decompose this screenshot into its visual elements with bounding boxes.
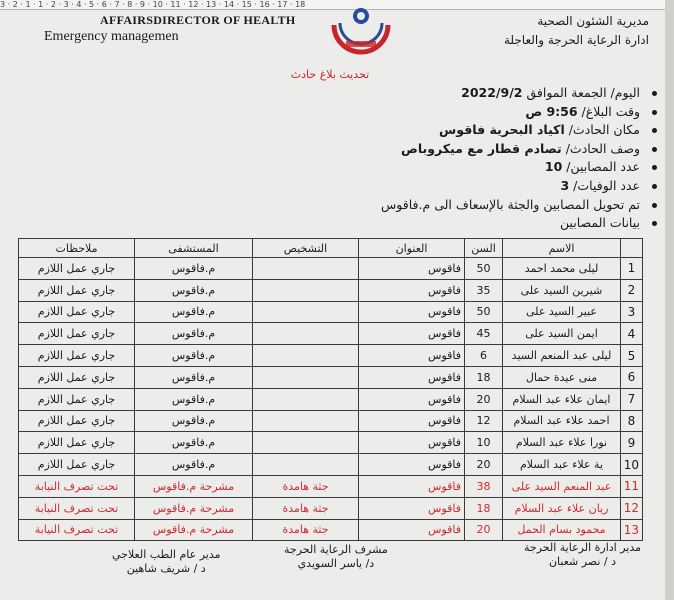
ministry-logo (326, 5, 396, 59)
cell-no: 11 (621, 475, 643, 497)
cell-address: فاقوس (359, 410, 465, 432)
cell-hospital: م.فاقوس (135, 432, 253, 454)
cell-no: 9 (621, 432, 643, 454)
cell-name: عبير السيد على (503, 301, 621, 323)
cell-notes: جاري عمل اللازم (19, 258, 135, 280)
table-row (19, 454, 643, 476)
cell-notes: جاري عمل اللازم (19, 410, 135, 432)
cell-hospital: م.فاقوس (135, 388, 253, 410)
cell-no: 13 (621, 519, 643, 541)
cell-age: 50 (465, 301, 503, 323)
table-row (19, 432, 643, 454)
cell-notes: جاري عمل اللازم (19, 366, 135, 388)
cell-hospital: مشرحة م.فاقوس (135, 497, 253, 519)
table-row (19, 388, 643, 410)
info-description: وصف الحادث/ تصادم قطار مع ميكروباص (179, 140, 659, 159)
info-date: اليوم/ الجمعة الموافق 2022/9/2 (179, 84, 659, 103)
info-injured-data: بيانات المصابين (179, 214, 659, 233)
cell-name: احمد علاء عبد السلام (503, 410, 621, 432)
cell-diagnosis (253, 323, 359, 345)
cell-name: منى عيدة حمال (503, 366, 621, 388)
page-edge (665, 0, 674, 600)
col-hospital-header: المستشفى (135, 239, 253, 258)
casualties-table (18, 238, 643, 541)
cell-no: 8 (621, 410, 643, 432)
cell-no: 12 (621, 497, 643, 519)
cell-name: عبد المنعم السيد على (503, 475, 621, 497)
col-address-header: العنوان (359, 239, 465, 258)
cell-hospital: م.فاقوس (135, 345, 253, 367)
cell-address: فاقوس (359, 279, 465, 301)
cell-notes: جاري عمل اللازم (19, 454, 135, 476)
cell-hospital: م.فاقوس (135, 454, 253, 476)
cell-hospital: م.فاقوس (135, 410, 253, 432)
cell-age: 18 (465, 366, 503, 388)
cell-hospital: م.فاقوس (135, 258, 253, 280)
cell-diagnosis: جثة هامدة (253, 519, 359, 541)
cell-diagnosis (253, 258, 359, 280)
cell-age: 20 (465, 519, 503, 541)
signature-critical-care-supervisor: مشرف الرعاية الحرجة د/ ياسر السويدي (284, 543, 388, 570)
info-injured-count: عدد المصابين/ 10 (179, 158, 659, 177)
header-en-line2: Emergency managemen (44, 29, 179, 44)
cell-address: فاقوس (359, 432, 465, 454)
cell-name: ليلى عبد المنعم السيد (503, 345, 621, 367)
cell-no: 3 (621, 301, 643, 323)
cell-name: ايمن السيد على (503, 323, 621, 345)
cell-name: ية علاء عبد السلام (503, 454, 621, 476)
cell-name: ريان علاء عبد السلام (503, 497, 621, 519)
table-row (19, 323, 643, 345)
cell-diagnosis (253, 388, 359, 410)
cell-name: نورا علاء عبد السلام (503, 432, 621, 454)
info-deaths-count: عدد الوفيات/ 3 (179, 177, 659, 196)
cell-notes: تحت تصرف النيابة (19, 475, 135, 497)
info-transfer: تم تحويل المصابين والجثة بالإسعاف الى م.فاقوس (179, 196, 659, 215)
cell-no: 5 (621, 345, 643, 367)
cell-notes: جاري عمل اللازم (19, 301, 135, 323)
cell-diagnosis (253, 454, 359, 476)
ruler: 3 · 2 · 1 · 1 · 2 · 3 · 4 · 5 · 6 · 7 · 8 · 9 · 10 · 11 · 12 · 13 · 14 · 15 · 16 · 17 · 18 (0, 0, 665, 10)
table-row (19, 410, 643, 432)
cell-address: فاقوس (359, 366, 465, 388)
cell-address: فاقوس (359, 519, 465, 541)
signature-medicine-director: مدير عام الطب العلاجي د / شريف شاهين (112, 548, 221, 575)
cell-notes: جاري عمل اللازم (19, 345, 135, 367)
cell-notes: تحت تصرف النيابة (19, 519, 135, 541)
cell-no: 10 (621, 454, 643, 476)
cell-notes: جاري عمل اللازم (19, 388, 135, 410)
cell-no: 6 (621, 366, 643, 388)
cell-name: ليلى محمد احمد (503, 258, 621, 280)
cell-age: 20 (465, 454, 503, 476)
cell-address: فاقوس (359, 454, 465, 476)
cell-diagnosis (253, 410, 359, 432)
col-no-header (621, 239, 643, 258)
cell-age: 18 (465, 497, 503, 519)
cell-hospital: م.فاقوس (135, 323, 253, 345)
cell-age: 35 (465, 279, 503, 301)
cell-no: 7 (621, 388, 643, 410)
cell-diagnosis (253, 432, 359, 454)
header-en-line1: AFFAIRSDIRECTOR OF HEALTH (100, 13, 296, 27)
cell-notes: جاري عمل اللازم (19, 323, 135, 345)
cell-diagnosis (253, 301, 359, 323)
table-row (19, 475, 643, 497)
table-header-row (19, 239, 643, 258)
cell-diagnosis: جثة هامدة (253, 475, 359, 497)
cell-age: 38 (465, 475, 503, 497)
cell-age: 12 (465, 410, 503, 432)
cell-hospital: م.فاقوس (135, 366, 253, 388)
cell-address: فاقوس (359, 388, 465, 410)
table-row (19, 519, 643, 541)
cell-hospital: م.فاقوس (135, 279, 253, 301)
cell-diagnosis (253, 279, 359, 301)
cell-age: 6 (465, 345, 503, 367)
cell-diagnosis: جثة هامدة (253, 497, 359, 519)
cell-notes: جاري عمل اللازم (19, 279, 135, 301)
cell-diagnosis (253, 366, 359, 388)
info-place: مكان الحادث/ اكياد البحرية فاقوس (179, 121, 659, 140)
cell-age: 50 (465, 258, 503, 280)
cell-no: 4 (621, 323, 643, 345)
cell-address: فاقوس (359, 301, 465, 323)
cell-address: فاقوس (359, 258, 465, 280)
cell-address: فاقوس (359, 497, 465, 519)
cell-notes: تحت تصرف النيابة (19, 497, 135, 519)
cell-notes: جاري عمل اللازم (19, 432, 135, 454)
info-time: وقت البلاغ/ 9:56 ص (179, 103, 659, 122)
page-title: تحديث بلاغ حادث (290, 68, 370, 81)
col-name-header: الاسم (503, 239, 621, 258)
table-row (19, 345, 643, 367)
header-ar-line1: مديرية الشئون الصحية (537, 14, 649, 28)
table-row (19, 366, 643, 388)
header-ar-line2: ادارة الرعاية الحرجة والعاجلة (503, 33, 649, 47)
cell-address: فاقوس (359, 475, 465, 497)
cell-hospital: مشرحة م.فاقوس (135, 475, 253, 497)
cell-address: فاقوس (359, 345, 465, 367)
col-diagnosis-header: التشخيص (253, 239, 359, 258)
cell-name: شيرين السيد على (503, 279, 621, 301)
cell-no: 2 (621, 279, 643, 301)
cell-hospital: مشرحة م.فاقوس (135, 519, 253, 541)
col-age-header: السن (465, 239, 503, 258)
cell-age: 20 (465, 388, 503, 410)
table-row (19, 258, 643, 280)
cell-diagnosis (253, 345, 359, 367)
table-row (19, 301, 643, 323)
cell-no: 1 (621, 258, 643, 280)
table-row (19, 279, 643, 301)
table-row (19, 497, 643, 519)
signature-critical-care-director: مدير ادارة الرعاية الحرجة د / نصر شعبان (524, 541, 641, 568)
cell-name: ايمان علاء عبد السلام (503, 388, 621, 410)
cell-age: 10 (465, 432, 503, 454)
cell-name: محمود بسام الحمل (503, 519, 621, 541)
cell-address: فاقوس (359, 323, 465, 345)
cell-hospital: م.فاقوس (135, 301, 253, 323)
cell-age: 45 (465, 323, 503, 345)
col-notes-header: ملاحظات (19, 239, 135, 258)
incident-info-list (179, 84, 659, 233)
